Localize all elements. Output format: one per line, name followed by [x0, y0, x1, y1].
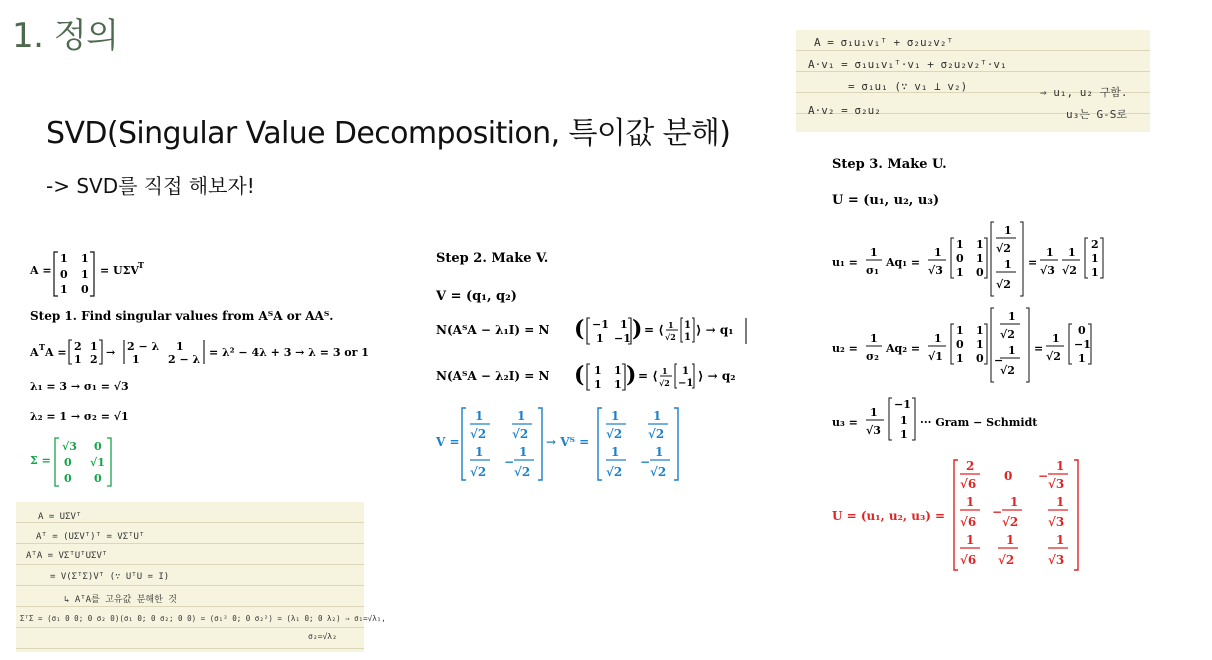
- svg-text:√6: √6: [960, 515, 977, 529]
- svg-text:1: 1: [1078, 352, 1086, 365]
- svg-text:1: 1: [611, 445, 620, 459]
- svg-text:1: 1: [956, 266, 964, 279]
- svg-text:1: 1: [1056, 495, 1065, 509]
- svg-text:√2: √2: [606, 427, 623, 441]
- svg-text:√2: √2: [1002, 515, 1019, 529]
- svg-text:1: 1: [966, 495, 975, 509]
- svg-text:√6: √6: [960, 553, 977, 567]
- note-line: ΣᵀΣ = (σ₁ 0 0; 0 σ₂ 0)(σ₁ 0; 0 σ₂; 0 0) = (σ₁² 0; 0 σ₂²) = (λ₁ 0; 0 λ₂) ⇒ σ₁=√λ₁,: [20, 614, 386, 623]
- note-line: A = UΣVᵀ: [38, 512, 82, 522]
- svg-text:1: 1: [614, 378, 622, 391]
- svg-text:1: 1: [934, 246, 942, 259]
- u1-equation: [832, 222, 1103, 296]
- svg-text:T: T: [138, 260, 144, 270]
- svg-text:1: 1: [596, 332, 604, 345]
- step1-heading: [30, 309, 333, 323]
- note-line: AᵀA = VΣᵀUᵀUΣVᵀ: [26, 551, 108, 561]
- svg-text:√3: √3: [1048, 553, 1065, 567]
- svg-text:→: →: [106, 346, 116, 359]
- u3-equation: [832, 398, 1038, 441]
- step2-heading: Step 2. Make V.: [436, 251, 549, 266]
- note-line: σ₂=√λ₂: [308, 632, 337, 641]
- svg-text:√2: √2: [996, 242, 1011, 255]
- v-definition: V = (q₁, q₂): [436, 289, 517, 304]
- svg-text:U = (u₁, u₂, u₃) =: U = (u₁, u₂, u₃) =: [832, 509, 946, 523]
- svg-text:1: 1: [74, 353, 82, 366]
- svg-text:2: 2: [1091, 238, 1099, 251]
- svg-text:1: 1: [475, 445, 484, 459]
- sigma-matrix: [30, 438, 111, 486]
- svg-text:0: 0: [956, 252, 964, 265]
- slide-title: 1. 정의: [12, 16, 119, 56]
- svg-text:1: 1: [1008, 310, 1016, 323]
- svg-text:√3: √3: [928, 264, 943, 277]
- svg-text:−1: −1: [894, 398, 911, 411]
- svg-text:√1: √1: [90, 456, 105, 469]
- handwritten-note-bottom: [16, 502, 386, 652]
- a-definition: [29, 252, 144, 296]
- svg-text:1: 1: [870, 406, 878, 419]
- svg-text:1: 1: [655, 445, 664, 459]
- svg-text:A =: A =: [30, 264, 52, 277]
- step2-equations: [434, 242, 794, 486]
- svg-text:u₂ =: u₂ =: [832, 342, 858, 355]
- svg-text:−: −: [1038, 469, 1049, 483]
- svg-text:u₁ =: u₁ =: [832, 256, 858, 269]
- svg-text:0: 0: [94, 440, 102, 453]
- svg-text:−: −: [504, 455, 515, 469]
- svg-text:−1: −1: [614, 332, 631, 345]
- svg-text:⟩ → q₁: ⟩ → q₁: [696, 323, 734, 337]
- step3-equations: [830, 150, 1120, 580]
- svg-text:1: 1: [81, 252, 89, 265]
- svg-text:√2: √2: [512, 427, 529, 441]
- svg-text:A: A: [30, 346, 39, 359]
- svg-text:=: =: [1028, 256, 1038, 269]
- svg-text:u₃ =: u₃ =: [832, 416, 858, 429]
- svg-text:1: 1: [976, 252, 984, 265]
- svg-text:1: 1: [966, 533, 975, 547]
- svg-text:1: 1: [1010, 495, 1019, 509]
- svg-text:1: 1: [90, 340, 98, 353]
- note-line: ↳ AᵀA를 고유값 분해한 것: [64, 595, 177, 605]
- svg-text:1: 1: [668, 320, 674, 330]
- svg-text:1: 1: [611, 409, 620, 423]
- svg-text:1: 1: [176, 340, 184, 353]
- svg-text:0: 0: [976, 352, 984, 365]
- svg-text:(: (: [574, 316, 585, 342]
- svg-text:2 − λ: 2 − λ: [127, 340, 160, 353]
- slide-subtitle: SVD(Singular Value Decomposition, 특이값 분해): [46, 116, 731, 151]
- svg-text:0: 0: [60, 268, 68, 281]
- svg-text:0: 0: [976, 266, 984, 279]
- svg-text:= UΣV: = UΣV: [100, 264, 139, 277]
- svg-text:⟩ → q₂: ⟩ → q₂: [698, 369, 736, 383]
- svg-text:1: 1: [662, 366, 668, 376]
- svg-text:2: 2: [74, 340, 82, 353]
- svg-text:√2: √2: [648, 427, 665, 441]
- svg-text:√6: √6: [960, 477, 977, 491]
- svg-text:σ₂: σ₂: [866, 350, 879, 363]
- svg-text:1: 1: [81, 268, 89, 281]
- svg-text:√2: √2: [470, 427, 487, 441]
- svg-text:−1: −1: [678, 378, 694, 389]
- svg-text:1: 1: [976, 324, 984, 337]
- svg-text:√3: √3: [866, 424, 881, 437]
- svg-text:1: 1: [1004, 224, 1012, 237]
- null-space-2: [436, 362, 736, 391]
- svg-text:0: 0: [956, 338, 964, 351]
- u-result-matrix: [832, 459, 1078, 570]
- svg-text:0: 0: [81, 283, 89, 296]
- svg-text:1: 1: [956, 352, 964, 365]
- note-side: u₃는 G-S로: [1066, 108, 1127, 121]
- lambda2-equation: λ₂ = 1 → σ₂ = √1: [30, 410, 129, 423]
- svg-text:1: 1: [60, 252, 68, 265]
- svg-text:1: 1: [1006, 533, 1015, 547]
- step1-equations: [28, 240, 398, 500]
- svg-text:1: 1: [956, 238, 964, 251]
- svg-text:√2: √2: [650, 465, 667, 479]
- note-line: A·v₂ = σ₂u₂: [808, 104, 881, 117]
- svg-text:1: 1: [1004, 258, 1012, 271]
- svg-text:2: 2: [90, 353, 98, 366]
- svg-text:A =: A =: [45, 346, 67, 359]
- svg-text:(: (: [574, 362, 585, 388]
- svg-text:1: 1: [594, 364, 602, 377]
- svg-text:= ⟨: = ⟨: [638, 369, 658, 383]
- svg-text:−: −: [992, 505, 1003, 519]
- svg-text:−: −: [994, 354, 1004, 367]
- svg-text:): ): [632, 316, 643, 342]
- svg-text:N(AᵀA − λ₂I) = N: N(AᵀA − λ₂I) = N: [436, 369, 550, 383]
- svg-text:1: 1: [1068, 246, 1076, 259]
- note-line: = σ₁u₁ (∵ v₁ ⊥ v₂): [848, 80, 968, 93]
- svg-text:1: 1: [519, 445, 528, 459]
- svg-text:Σ =: Σ =: [30, 454, 51, 467]
- svg-text:N(AᵀA − λ₁I) = N: N(AᵀA − λ₁I) = N: [436, 323, 550, 337]
- svg-text:√2: √2: [659, 378, 670, 388]
- svg-text:1: 1: [1056, 459, 1065, 473]
- handwritten-note-top: [796, 30, 1150, 132]
- svg-text:1: 1: [1056, 533, 1065, 547]
- svg-text:1: 1: [976, 338, 984, 351]
- svg-text:T: T: [39, 342, 45, 352]
- svg-text:√2: √2: [1000, 328, 1015, 341]
- svg-text:1: 1: [1008, 344, 1016, 357]
- svg-text:1: 1: [1091, 252, 1099, 265]
- null-space-1: [436, 316, 746, 345]
- svg-text:1: 1: [900, 428, 908, 441]
- svg-text:1: 1: [976, 238, 984, 251]
- note-line: Aᵀ = (UΣVᵀ)ᵀ = VΣᵀUᵀ: [36, 532, 145, 542]
- svg-text:√3: √3: [1048, 515, 1065, 529]
- svg-text:√2: √2: [998, 553, 1015, 567]
- svg-text:1: 1: [132, 353, 140, 366]
- svg-text:√2: √2: [514, 465, 531, 479]
- svg-text:=: =: [1034, 342, 1044, 355]
- svg-text:√2: √2: [470, 465, 487, 479]
- u-definition: U = (u₁, u₂, u₃): [832, 193, 940, 208]
- ata-equation: [29, 340, 369, 366]
- u2-equation: [832, 308, 1091, 382]
- note-side: ⇒ u₁, u₂ 구함.: [1040, 86, 1128, 99]
- svg-text:1: 1: [594, 378, 602, 391]
- svg-text:Aq₂ =: Aq₂ =: [886, 342, 921, 355]
- svg-text:√2: √2: [665, 332, 676, 342]
- note-line: A·v₁ = σ₁u₁v₁ᵀ·v₁ + σ₂u₂v₂ᵀ·v₁: [808, 58, 1007, 71]
- svg-text:1: 1: [475, 409, 484, 423]
- svg-text:1: 1: [517, 409, 526, 423]
- svg-text:1: 1: [684, 320, 691, 331]
- svg-text:1: 1: [870, 246, 878, 259]
- svg-text:1: 1: [1046, 246, 1054, 259]
- svg-text:√2: √2: [606, 465, 623, 479]
- svg-text:0: 0: [1004, 469, 1013, 483]
- svg-text:√3: √3: [1040, 264, 1055, 277]
- svg-text:√2: √2: [1000, 364, 1015, 377]
- svg-text:σ₁: σ₁: [866, 264, 879, 277]
- lambda1-equation: λ₁ = 3 → σ₁ = √3: [30, 380, 129, 393]
- svg-text:= λ² − 4λ + 3 → λ = 3 or 1: = λ² − 4λ + 3 → λ = 3 or 1: [209, 346, 369, 359]
- svg-text:1: 1: [614, 364, 622, 377]
- svg-text:1: 1: [934, 332, 942, 345]
- svg-text:0: 0: [64, 456, 72, 469]
- svg-text:2: 2: [966, 459, 975, 473]
- svg-text:√2: √2: [996, 278, 1011, 291]
- svg-text:→ Vᵀ =: → Vᵀ =: [546, 435, 590, 449]
- svg-text:1: 1: [60, 283, 68, 296]
- svg-text:√3: √3: [62, 440, 77, 453]
- svg-text:V =: V =: [436, 435, 460, 449]
- svg-text:−1: −1: [1074, 338, 1091, 351]
- svg-text:1: 1: [620, 318, 628, 331]
- svg-text:1: 1: [870, 332, 878, 345]
- svg-text:): ): [626, 362, 637, 388]
- slide-note: -> SVD를 직접 해보자!: [46, 174, 255, 198]
- svg-text:0: 0: [1078, 324, 1086, 337]
- v-result-matrix: [435, 408, 678, 480]
- svg-text:1: 1: [682, 366, 689, 377]
- svg-text:= ⟨: = ⟨: [644, 323, 664, 337]
- svg-text:√2: √2: [1062, 264, 1077, 277]
- note-line: = V(ΣᵀΣ)Vᵀ (∵ UᵀU = I): [50, 572, 170, 582]
- svg-text:0: 0: [64, 472, 72, 485]
- svg-text:Aq₁ =: Aq₁ =: [886, 256, 921, 269]
- svg-text:−1: −1: [592, 318, 609, 331]
- svg-text:−: −: [640, 455, 651, 469]
- svg-text:1: 1: [653, 409, 662, 423]
- svg-text:2 − λ: 2 − λ: [168, 353, 201, 366]
- svg-text:1: 1: [684, 332, 691, 343]
- svg-text:1: 1: [956, 324, 964, 337]
- svg-text:√2: √2: [1046, 350, 1061, 363]
- step3-heading: Step 3. Make U.: [832, 157, 947, 172]
- svg-text:√3: √3: [1048, 477, 1065, 491]
- svg-text:1: 1: [1091, 266, 1099, 279]
- note-line: A = σ₁u₁v₁ᵀ + σ₂u₂v₂ᵀ: [814, 36, 954, 49]
- svg-text:1: 1: [900, 414, 908, 427]
- svg-text:0: 0: [94, 472, 102, 485]
- svg-text:1: 1: [1052, 332, 1060, 345]
- svg-text:Step 1. Find singular values f: Step 1. Find singular values from AᵀA or AAᵀ.: [30, 309, 334, 323]
- svg-text:··· Gram − Schmidt: ··· Gram − Schmidt: [920, 416, 1038, 429]
- svg-text:√1: √1: [928, 350, 943, 363]
